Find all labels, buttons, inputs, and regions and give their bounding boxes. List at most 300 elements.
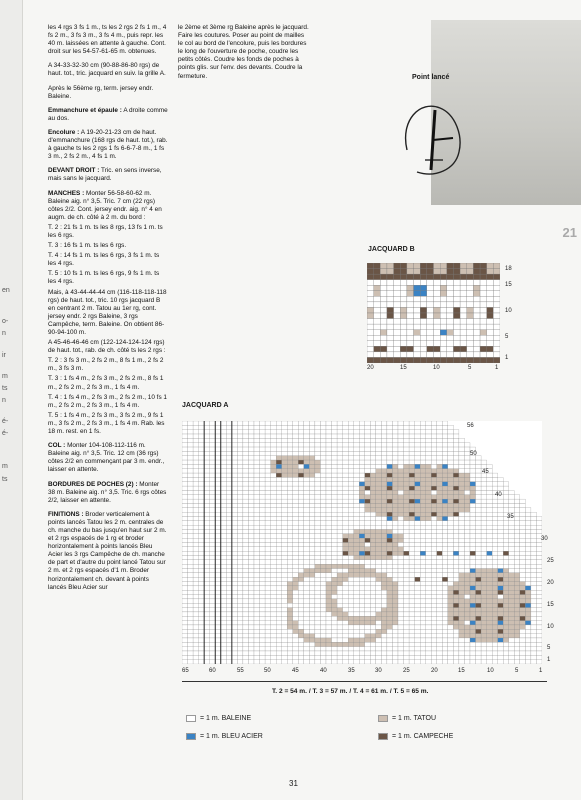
stitch-cell [415, 503, 421, 507]
stitch-cell [404, 647, 410, 651]
stitch-cell [293, 547, 299, 551]
stitch-cell [440, 341, 447, 347]
stitch-cell [193, 651, 199, 655]
stitch-cell [287, 447, 293, 451]
stitch-cell [210, 660, 216, 664]
stitch-cell [332, 516, 338, 520]
stitch-cell [531, 651, 537, 655]
stitch-cell [440, 319, 447, 325]
stitch-cell [332, 430, 338, 434]
stitch-cell [467, 352, 474, 358]
color-legend [178, 707, 543, 749]
stitch-cell [409, 525, 415, 529]
stitch-cell [460, 263, 467, 269]
stitch-cell [487, 556, 493, 560]
stitch-cell [226, 551, 232, 555]
stitch-cell [354, 538, 360, 542]
stitch-cell [298, 434, 304, 438]
stitch-cell [503, 547, 509, 551]
stitch-cell [315, 629, 321, 633]
stitch-cell [525, 616, 531, 620]
stitch-cell [453, 603, 459, 607]
stitch-cell [326, 495, 332, 499]
col-label: 10 [487, 668, 494, 674]
stitch-cell [204, 603, 210, 607]
stitch-cell [437, 560, 443, 564]
stitch-cell [404, 603, 410, 607]
stitch-cell [407, 291, 414, 297]
stitch-cell [392, 516, 398, 520]
stitch-cell [276, 456, 282, 460]
stitch-cell [476, 569, 482, 573]
stitch-cell [210, 425, 216, 429]
stitch-cell [398, 564, 404, 568]
stitch-cell [199, 556, 205, 560]
stitch-cell [459, 560, 465, 564]
stitch-cell [337, 603, 343, 607]
stitch-cell [415, 447, 421, 451]
stitch-cell [287, 647, 293, 651]
stitch-cell [493, 302, 500, 308]
stitch-cell [237, 560, 243, 564]
stitch-cell [271, 651, 277, 655]
stitch-cell [387, 660, 393, 664]
stitch-cell [487, 352, 494, 358]
stitch-cell [248, 642, 254, 646]
stitch-cell [404, 621, 410, 625]
stitch-cell [492, 512, 498, 516]
stitch-cell [514, 608, 520, 612]
stitch-cell [298, 560, 304, 564]
stitch-cell [448, 547, 454, 551]
stitch-cell [237, 499, 243, 503]
stitch-cell [525, 547, 531, 551]
stitch-cell [226, 621, 232, 625]
stitch-cell [437, 499, 443, 503]
stitch-cell [404, 551, 410, 555]
col-label: 30 [375, 668, 382, 674]
stitch-cell [387, 647, 393, 651]
stitch-cell [536, 595, 542, 599]
stitch-cell [210, 595, 216, 599]
stitch-cell [459, 599, 465, 603]
stitch-cell [404, 569, 410, 573]
stitch-cell [473, 274, 480, 280]
stitch-cell [453, 508, 459, 512]
stitch-cell [514, 612, 520, 616]
stitch-cell [343, 499, 349, 503]
stitch-cell [237, 503, 243, 507]
stitch-cell [431, 599, 437, 603]
stitch-cell [487, 490, 493, 494]
stitch-cell [348, 508, 354, 512]
stitch-cell [282, 603, 288, 607]
stitch-cell [407, 307, 414, 313]
stitch-cell [182, 456, 188, 460]
stitch-cell [400, 319, 407, 325]
stitch-cell [320, 616, 326, 620]
stitch-cell [326, 516, 332, 520]
stitch-cell [481, 634, 487, 638]
stitch-cell [426, 451, 432, 455]
stitch-cell [492, 569, 498, 573]
stitch-cell [414, 335, 421, 341]
stitch-cell [431, 443, 437, 447]
stitch-cell [426, 512, 432, 516]
stitch-cell [392, 499, 398, 503]
stitch-cell [476, 460, 482, 464]
stitch-cell [447, 263, 454, 269]
stitch-cell [287, 603, 293, 607]
stitch-cell [188, 595, 194, 599]
stitch-cell [320, 547, 326, 551]
stitch-cell [453, 534, 459, 538]
stitch-cell [354, 621, 360, 625]
stitch-cell [293, 543, 299, 547]
stitch-cell [221, 569, 227, 573]
stitch-cell [343, 443, 349, 447]
stitch-cell [326, 556, 332, 560]
stitch-cell [487, 512, 493, 516]
stitch-cell [337, 438, 343, 442]
stitch-cell [337, 421, 343, 425]
stitch-cell [188, 473, 194, 477]
stitch-cell [498, 547, 504, 551]
stitch-cell [298, 499, 304, 503]
stitch-cell [354, 612, 360, 616]
stitch-cell [260, 460, 266, 464]
stitch-cell [503, 482, 509, 486]
stitch-cell [536, 642, 542, 646]
stitch-cell [315, 464, 321, 468]
stitch-cell [193, 638, 199, 642]
stitch-cell [426, 612, 432, 616]
stitch-cell [453, 621, 459, 625]
stitch-cell [199, 421, 205, 425]
stitch-cell [442, 456, 448, 460]
stitch-cell [409, 642, 415, 646]
stitch-cell [282, 660, 288, 664]
stitch-cell [460, 313, 467, 319]
stitch-cell [248, 629, 254, 633]
stitch-cell [520, 625, 526, 629]
stitch-cell [265, 582, 271, 586]
stitch-cell [498, 551, 504, 555]
stitch-cell [226, 599, 232, 603]
stitch-cell [420, 634, 426, 638]
stitch-cell [400, 302, 407, 308]
stitch-cell [348, 534, 354, 538]
stitch-cell [493, 324, 500, 330]
stitch-cell [237, 634, 243, 638]
stitch-cell [365, 634, 371, 638]
stitch-cell [282, 425, 288, 429]
stitch-cell [276, 464, 282, 468]
stitch-cell [221, 434, 227, 438]
stitch-cell [453, 560, 459, 564]
stitch-cell [459, 621, 465, 625]
stitch-cell [392, 534, 398, 538]
stitch-cell [447, 330, 454, 336]
stitch-cell [448, 586, 454, 590]
stitch-cell [420, 285, 427, 291]
stitch-cell [370, 577, 376, 581]
stitch-cell [210, 434, 216, 438]
stitch-cell [365, 638, 371, 642]
stitch-cell [293, 516, 299, 520]
stitch-cell [337, 460, 343, 464]
stitch-cell [365, 521, 371, 525]
stitch-cell [392, 477, 398, 481]
stitch-cell [276, 599, 282, 603]
stitch-cell [459, 547, 465, 551]
stitch-cell [394, 263, 401, 269]
stitch-cell [381, 499, 387, 503]
stitch-cell [354, 456, 360, 460]
stitch-cell [453, 469, 459, 473]
stitch-cell [380, 324, 387, 330]
stitch-cell [243, 495, 249, 499]
stitch-cell [199, 660, 205, 664]
stitch-cell [409, 434, 415, 438]
stitch-cell [343, 477, 349, 481]
stitch-cell [260, 495, 266, 499]
stitch-cell [426, 595, 432, 599]
stitch-cell [221, 456, 227, 460]
stitch-cell [492, 608, 498, 612]
stitch-cell [427, 307, 434, 313]
stitch-cell [221, 595, 227, 599]
stitch-cell [232, 642, 238, 646]
stitch-cell [440, 357, 447, 363]
stitch-cell [298, 595, 304, 599]
stitch-cell [354, 490, 360, 494]
stitch-cell [453, 629, 459, 633]
stitch-cell [298, 642, 304, 646]
stitch-cell [420, 625, 426, 629]
jacquard-a-col-labels [182, 668, 552, 680]
stitch-cell [332, 473, 338, 477]
stitch-cell [309, 521, 315, 525]
stitch-cell [480, 324, 487, 330]
stitch-cell [337, 625, 343, 629]
stitch-cell [276, 638, 282, 642]
stitch-cell [381, 660, 387, 664]
stitch-cell [437, 642, 443, 646]
stitch-cell [387, 608, 393, 612]
stitch-cell [492, 577, 498, 581]
stitch-cell [387, 582, 393, 586]
stitch-cell [193, 512, 199, 516]
stitch-cell [221, 651, 227, 655]
stitch-cell [243, 447, 249, 451]
stitch-cell [309, 582, 315, 586]
stitch-cell [232, 456, 238, 460]
stitch-cell [420, 263, 427, 269]
stitch-cell [260, 477, 266, 481]
stitch-cell [470, 529, 476, 533]
stitch-cell [459, 543, 465, 547]
col-label: 45 [292, 668, 299, 674]
stitch-cell [448, 629, 454, 633]
stitch-cell [359, 430, 365, 434]
stitch-cell [365, 525, 371, 529]
stitch-cell [254, 438, 260, 442]
stitch-cell [237, 590, 243, 594]
stitch-cell [315, 425, 321, 429]
stitch-cell [309, 447, 315, 451]
stitch-cell [442, 451, 448, 455]
stitch-cell [387, 434, 393, 438]
stitch-cell [426, 482, 432, 486]
stitch-cell [431, 495, 437, 499]
stitch-cell [392, 616, 398, 620]
stitch-cell [376, 582, 382, 586]
stitch-cell [243, 638, 249, 642]
stitch-cell [282, 560, 288, 564]
stitch-cell [304, 556, 310, 560]
stitch-cell [427, 324, 434, 330]
stitch-cell [487, 543, 493, 547]
stitch-cell [337, 586, 343, 590]
stitch-cell [199, 564, 205, 568]
stitch-cell [520, 621, 526, 625]
stitch-cell [226, 464, 232, 468]
stitch-cell [536, 586, 542, 590]
stitch-cell [404, 430, 410, 434]
stitch-cell [210, 590, 216, 594]
stitch-cell [509, 590, 515, 594]
stitch-cell [514, 508, 520, 512]
stitch-cell [226, 486, 232, 490]
stitch-cell [376, 486, 382, 490]
stitch-cell [199, 529, 205, 533]
stitch-cell [415, 560, 421, 564]
stitch-cell [476, 508, 482, 512]
stitch-cell [525, 642, 531, 646]
stitch-cell [271, 642, 277, 646]
stitch-cell [407, 280, 414, 286]
row-label: 18 [505, 266, 512, 272]
stitch-cell [493, 341, 500, 347]
stitch-cell [509, 642, 515, 646]
stitch-cell [332, 438, 338, 442]
stitch-cell [193, 616, 199, 620]
stitch-cell [226, 473, 232, 477]
stitch-cell [431, 503, 437, 507]
stitch-cell [434, 335, 441, 341]
stitch-cell [453, 638, 459, 642]
fragment: o- [2, 318, 9, 325]
stitch-cell [387, 285, 394, 291]
stitch-cell [531, 521, 537, 525]
col-label: 20 [367, 365, 374, 371]
stitch-cell [487, 586, 493, 590]
stitch-cell [514, 529, 520, 533]
stitch-cell [459, 590, 465, 594]
stitch-cell [265, 456, 271, 460]
stitch-cell [415, 425, 421, 429]
stitch-cell [376, 564, 382, 568]
stitch-cell [442, 603, 448, 607]
stitch-cell [398, 503, 404, 507]
stitch-cell [304, 612, 310, 616]
stitch-cell [326, 660, 332, 664]
stitch-cell [415, 512, 421, 516]
stitch-cell [254, 590, 260, 594]
stitch-cell [204, 477, 210, 481]
stitch-cell [343, 464, 349, 468]
stitch-cell [387, 357, 394, 363]
stitch-cell [215, 430, 221, 434]
stitch-cell [473, 280, 480, 286]
stitch-cell [476, 525, 482, 529]
stitch-cell [487, 521, 493, 525]
stitch-cell [415, 638, 421, 642]
stitch-cell [414, 352, 421, 358]
stitch-cell [531, 516, 537, 520]
stitch-cell [260, 608, 266, 612]
stitch-cell [437, 599, 443, 603]
stitch-cell [453, 634, 459, 638]
stitch-cell [464, 590, 470, 594]
stitch-cell [199, 473, 205, 477]
stitch-cell [237, 443, 243, 447]
stitch-cell [237, 547, 243, 551]
stitch-cell [199, 625, 205, 629]
stitch-cell [193, 612, 199, 616]
stitch-cell [276, 647, 282, 651]
stitch-cell [293, 582, 299, 586]
stitch-cell [464, 573, 470, 577]
stitch-cell [448, 655, 454, 659]
stitch-cell [415, 434, 421, 438]
stitch-cell [232, 616, 238, 620]
stitch-cell [326, 499, 332, 503]
stitch-cell [459, 608, 465, 612]
stitch-cell [348, 490, 354, 494]
stitch-cell [404, 469, 410, 473]
stitch-cell [287, 577, 293, 581]
stitch-cell [248, 651, 254, 655]
stitch-cell [215, 625, 221, 629]
stitch-cell [420, 516, 426, 520]
stitch-cell [381, 421, 387, 425]
stitch-cell [437, 582, 443, 586]
stitch-cell [498, 655, 504, 659]
stitch-cell [260, 582, 266, 586]
stitch-cell [287, 534, 293, 538]
fragment: ts [2, 385, 8, 392]
stitch-cell [487, 599, 493, 603]
stitch-cell [287, 569, 293, 573]
stitch-cell [282, 529, 288, 533]
stitch-cell [531, 525, 537, 529]
stitch-cell [426, 642, 432, 646]
stitch-cell [359, 516, 365, 520]
stitch-cell [287, 464, 293, 468]
stitch-cell [276, 434, 282, 438]
stitch-cell [381, 538, 387, 542]
stitch-cell [392, 608, 398, 612]
stitch-cell [237, 490, 243, 494]
stitch-cell [431, 651, 437, 655]
stitch-cell [531, 586, 537, 590]
stitch-cell [326, 629, 332, 633]
stitch-cell [514, 577, 520, 581]
stitch-cell [442, 564, 448, 568]
stitch-cell [348, 651, 354, 655]
